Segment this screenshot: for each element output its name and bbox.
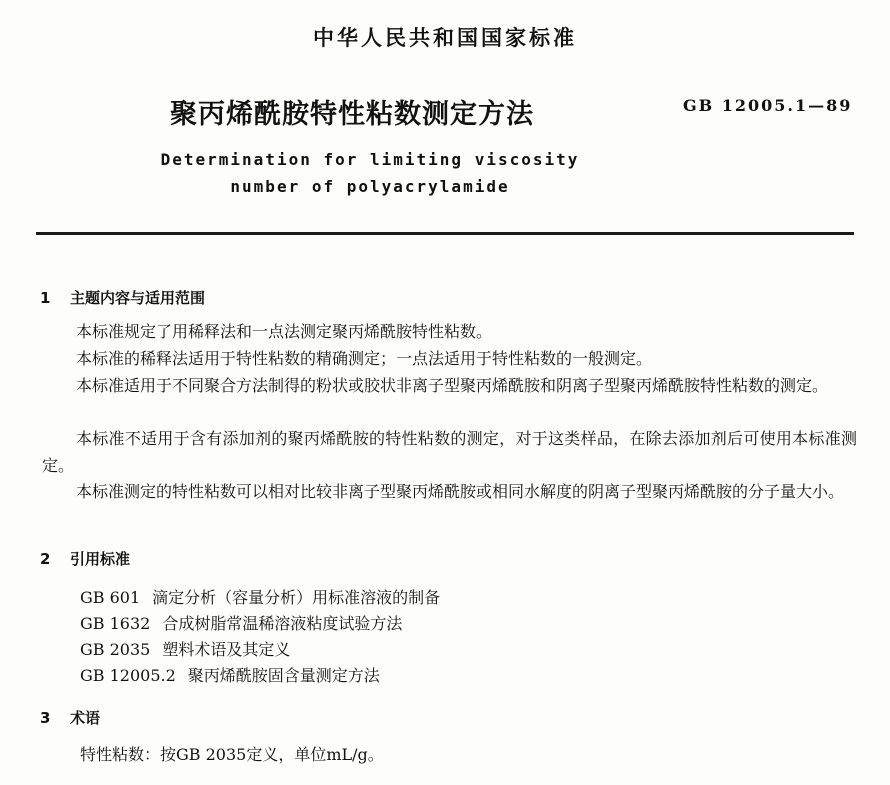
reference-name: 滴定分析（容量分析）用标准溶液的制备 (152, 588, 441, 607)
paragraph: 本标准的稀释法适用于特性粘数的精确测定；一点法适用于特性粘数的一般测定。 (76, 349, 653, 368)
title-chinese: 聚丙烯酰胺特性粘数测定方法 (170, 99, 534, 130)
standard-number: GB 12005.1—89 (683, 96, 853, 115)
paragraph: 本标准不适用于含有添加剂的聚丙烯酰胺的特性粘数的测定，对于这类样品，在除去添加剂后可使用本标准测定。 (42, 429, 857, 475)
section-heading-3 (40, 707, 100, 728)
section-title: 主题内容与适用范围 (70, 289, 206, 307)
standard-type-heading: 中华人民共和国国家标准 (313, 26, 577, 50)
section-heading-2 (40, 548, 130, 569)
reference-item (80, 637, 290, 660)
header-divider (36, 232, 854, 235)
term-definition: 特性粘数：按GB 2035定义，单位mL/g。 (80, 745, 384, 764)
title-english-line-1: Determination for limiting viscosity (160, 150, 580, 169)
reference-name: 聚丙烯酰胺固含量测定方法 (187, 666, 380, 685)
reference-code: GB 1632 (80, 614, 151, 633)
section-number: 3 (40, 709, 51, 727)
reference-item (80, 663, 380, 686)
paragraph: 本标准规定了用稀释法和一点法测定聚丙烯酰胺特性粘数。 (76, 322, 493, 341)
reference-code: GB 2035 (80, 640, 151, 659)
section-title: 引用标准 (70, 550, 131, 568)
reference-code: GB 12005.2 (80, 666, 176, 685)
paragraph: 本标准适用于不同聚合方法制得的粉状或胶状非离子型聚丙烯酰胺和阴离子型聚丙烯酰胺特性粘数的测定。 (76, 376, 829, 395)
section-number: 1 (40, 289, 51, 307)
reference-code: GB 601 (80, 588, 141, 607)
reference-item (80, 611, 402, 634)
reference-item (80, 585, 440, 608)
reference-name: 合成树脂常温稀溶液粘度试验方法 (162, 614, 403, 633)
section-title: 术语 (70, 709, 101, 727)
section-heading-1 (40, 287, 205, 308)
title-english-line-2: number of polyacrylamide (230, 177, 510, 196)
paragraph: 本标准测定的特性粘数可以相对比较非离子型聚丙烯酰胺或相同水解度的阴离子型聚丙烯酰胺的分子量大小。 (76, 482, 845, 501)
section-number: 2 (40, 550, 51, 568)
reference-name: 塑料术语及其定义 (162, 640, 291, 659)
